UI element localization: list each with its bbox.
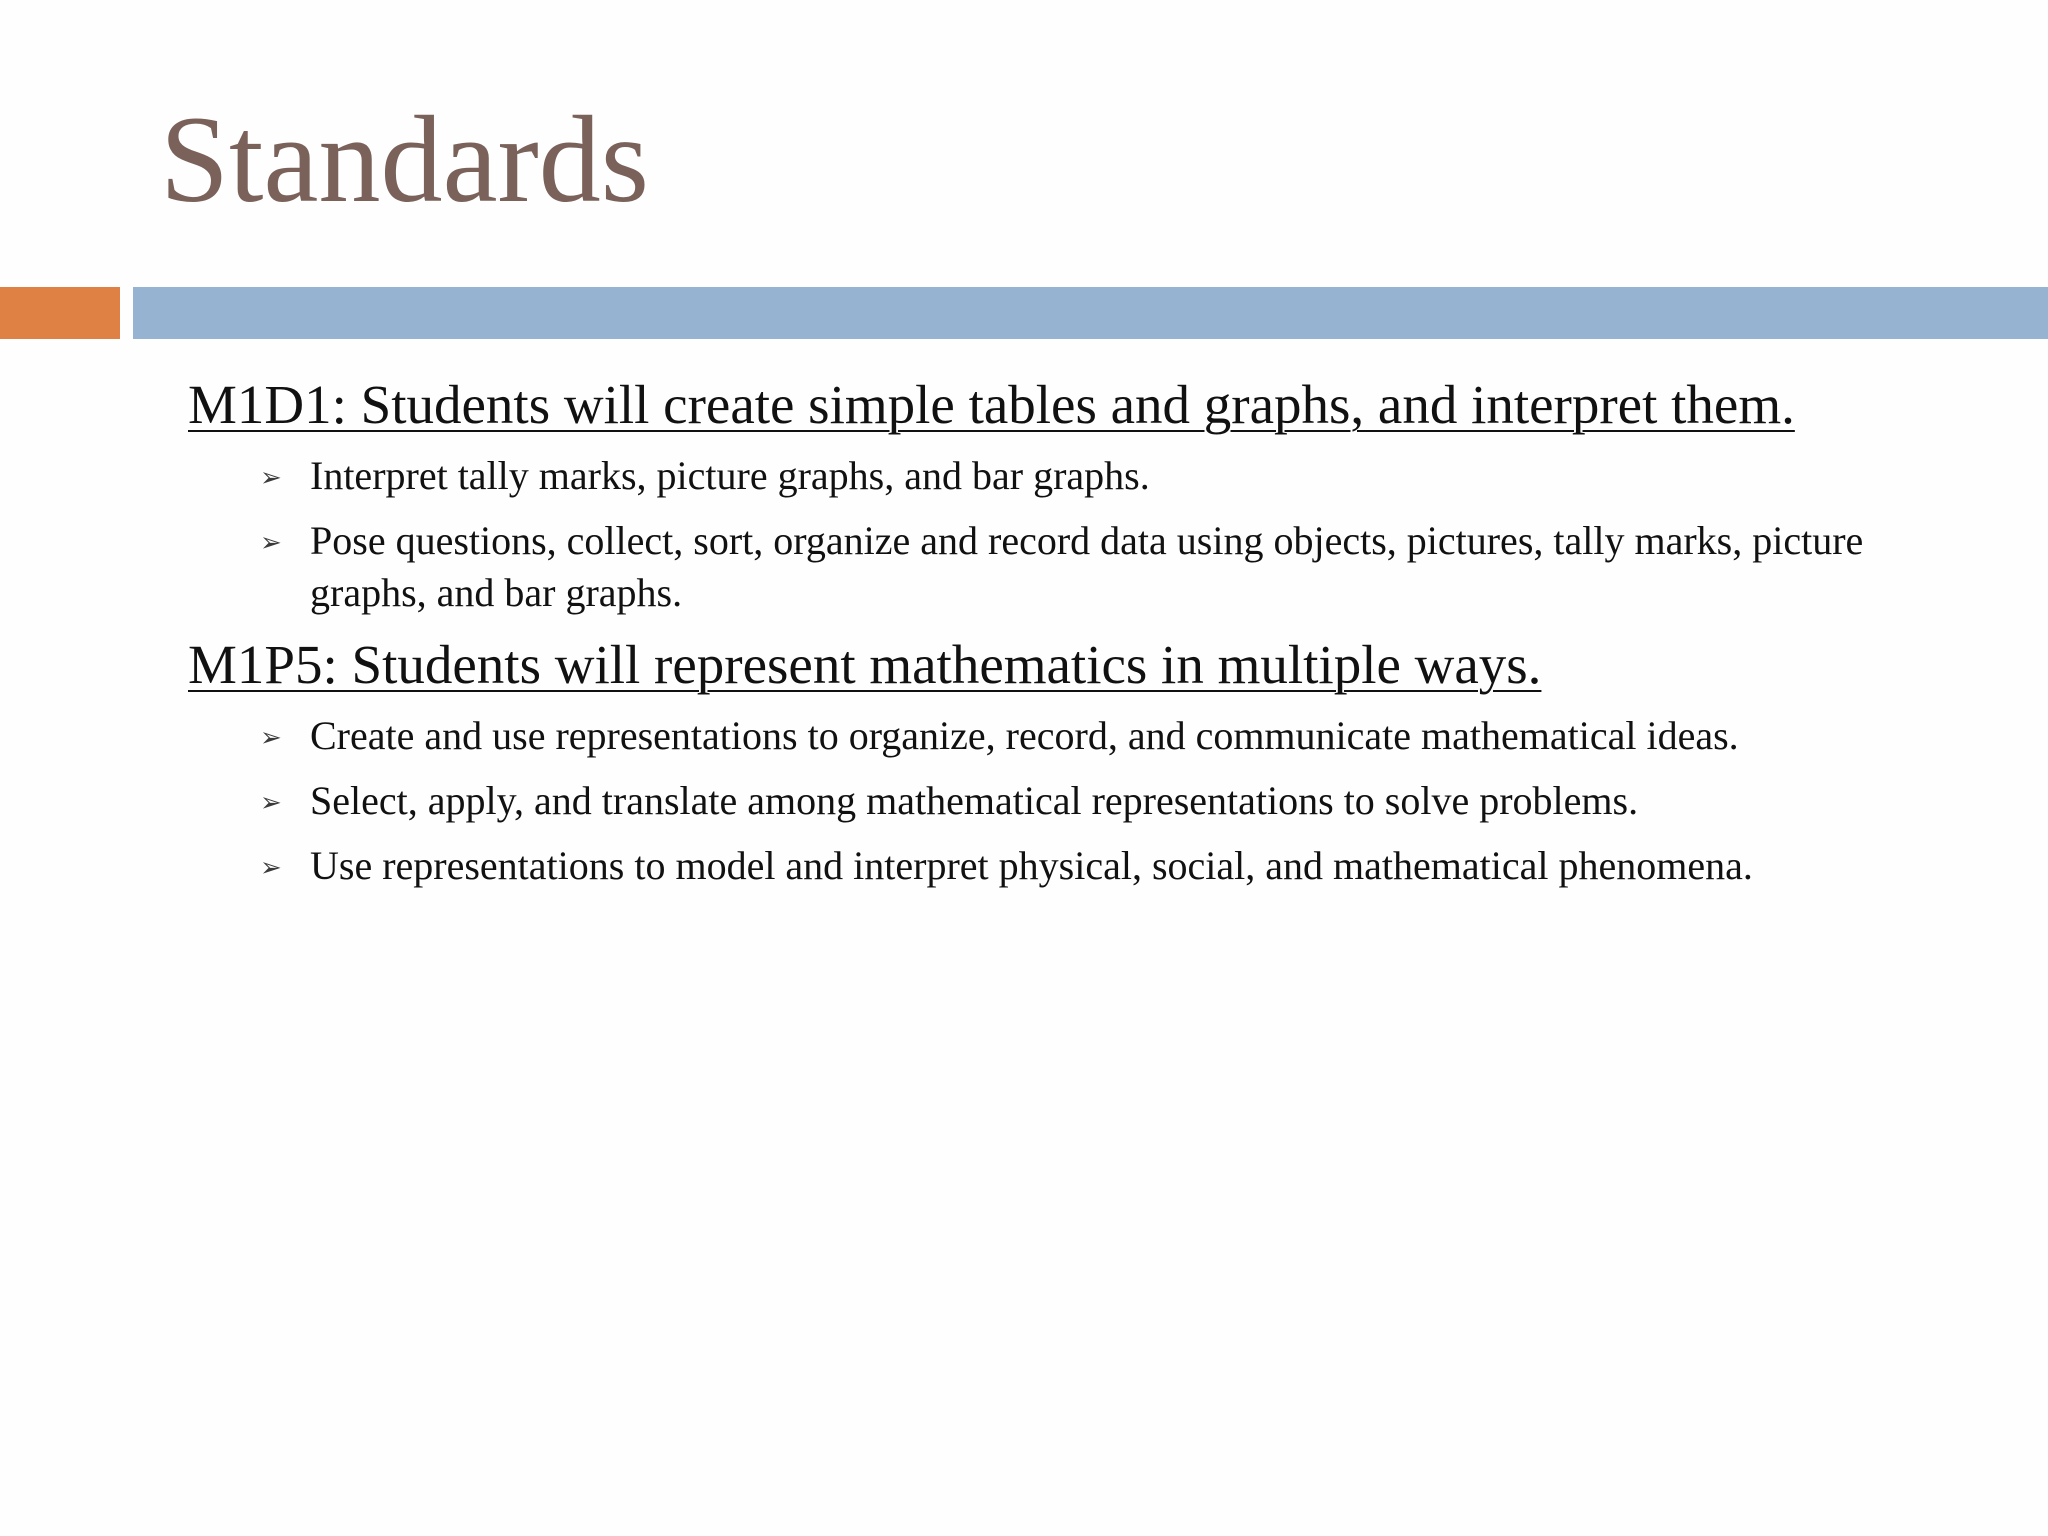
standard-heading: M1D1: Students will create simple tables and graphs, and interpret them.: [188, 374, 1795, 435]
standard-section-m1d1: [188, 372, 1968, 619]
arrowhead-bullet-icon: ➢: [260, 723, 282, 753]
slide-title: Standards: [160, 91, 650, 228]
slide-content: [188, 372, 1968, 905]
list-item: [188, 840, 1968, 892]
standard-section-m1p5: [188, 632, 1968, 892]
list-item: [188, 710, 1968, 762]
header-divider-bar: [133, 287, 2048, 339]
bullet-list: [188, 710, 1968, 892]
bullet-list: [188, 450, 1968, 619]
arrowhead-bullet-icon: ➢: [260, 528, 282, 558]
bullet-text: Create and use representations to organize, record, and communicate mathematical ideas.: [310, 713, 1739, 758]
arrowhead-bullet-icon: ➢: [260, 463, 282, 493]
bullet-text: Use representations to model and interpret physical, social, and mathematical phenomena.: [310, 843, 1753, 888]
list-item: [188, 515, 1968, 619]
list-item: [188, 775, 1968, 827]
bullet-text: Interpret tally marks, picture graphs, and bar graphs.: [310, 453, 1150, 498]
arrowhead-bullet-icon: ➢: [260, 788, 282, 818]
list-item: [188, 450, 1968, 502]
bullet-text: Select, apply, and translate among mathematical representations to solve problems.: [310, 778, 1639, 823]
arrowhead-bullet-icon: ➢: [260, 853, 282, 883]
accent-bar: [0, 287, 120, 339]
standard-heading: M1P5: Students will represent mathematics in multiple ways.: [188, 634, 1542, 695]
bullet-text: Pose questions, collect, sort, organize and record data using objects, pictures, tally marks, picture graphs, and bar graphs.: [310, 518, 1864, 615]
